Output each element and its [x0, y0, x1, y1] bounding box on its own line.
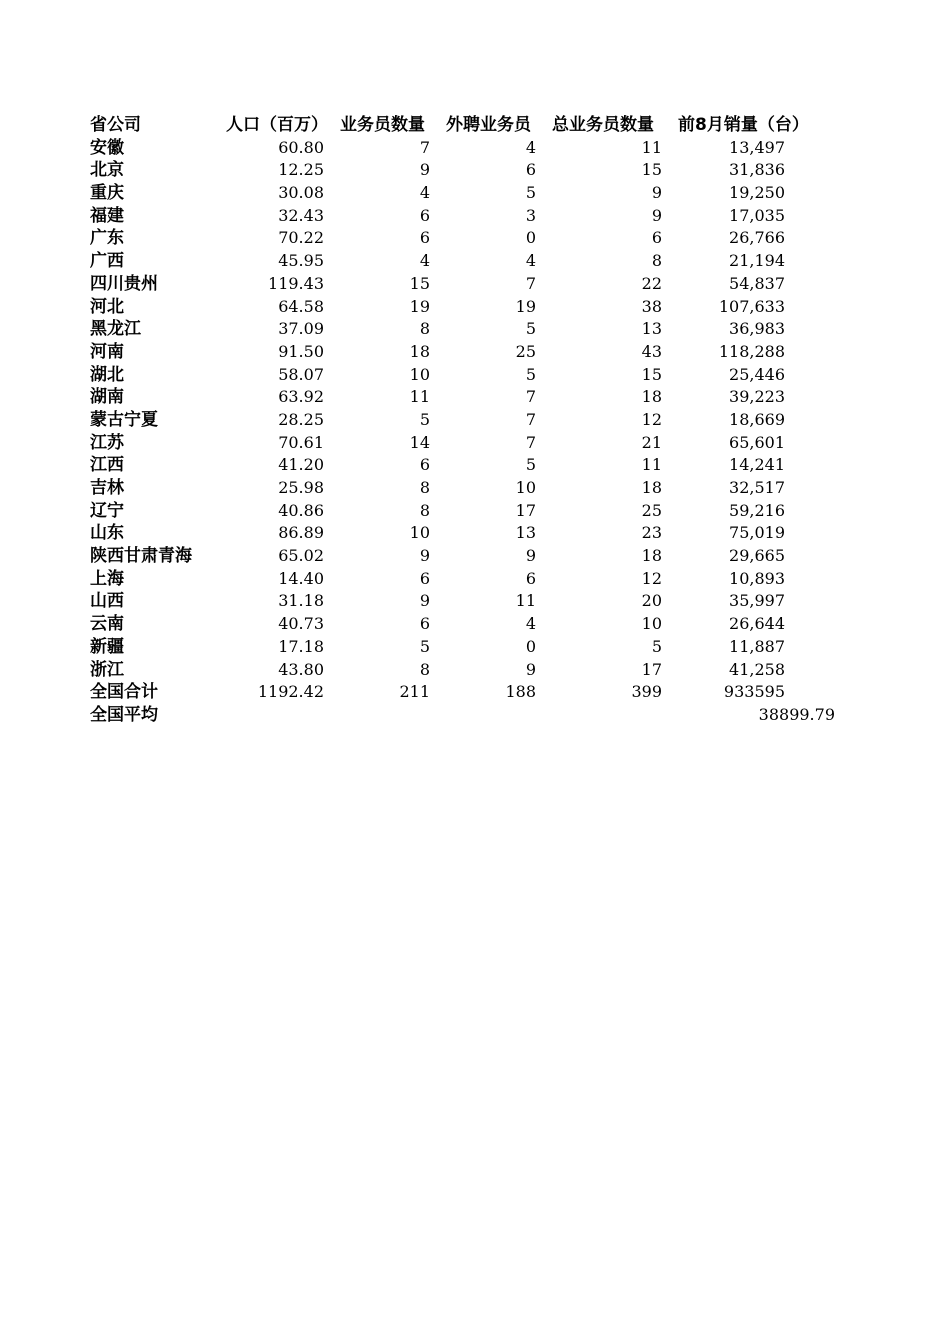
cell-staff: 6	[419, 614, 430, 634]
table-row	[90, 341, 850, 364]
cell-total-staff: 15	[641, 364, 662, 384]
table-row	[90, 545, 850, 568]
cell-population: 45.95	[278, 251, 324, 271]
cell-province: 湖北	[90, 364, 124, 385]
cell-province: 吉林	[90, 478, 124, 498]
table-row	[90, 137, 850, 160]
header-staff: 业务员数量	[340, 115, 425, 135]
cell-sales: 11,887	[729, 636, 785, 656]
total-external: 188	[505, 682, 536, 702]
total-label: 全国合计	[90, 682, 158, 703]
table-row	[90, 318, 850, 341]
average-sales: 38899.79	[758, 704, 835, 724]
table-row	[90, 613, 850, 636]
table-row	[90, 273, 850, 296]
cell-staff: 10	[409, 523, 430, 543]
cell-staff: 8	[419, 478, 430, 497]
table-row	[90, 568, 850, 591]
cell-staff: 6	[419, 205, 430, 225]
cell-staff: 6	[419, 228, 430, 248]
cell-population: 70.22	[278, 228, 324, 248]
cell-external: 3	[525, 205, 536, 225]
cell-population: 41.20	[278, 455, 324, 475]
cell-population: 30.08	[278, 183, 324, 203]
cell-province: 浙江	[90, 659, 124, 680]
cell-province: 辽宁	[90, 500, 124, 521]
cell-external: 7	[525, 432, 536, 452]
table-row	[90, 500, 850, 523]
table-row	[90, 432, 850, 455]
cell-staff: 4	[419, 251, 430, 271]
average-row	[90, 704, 850, 727]
cell-total-staff: 11	[641, 137, 662, 157]
cell-staff: 18	[409, 341, 430, 361]
table-row	[90, 477, 850, 500]
cell-total-staff: 15	[641, 160, 662, 180]
header-external-staff: 外聘业务员	[446, 115, 531, 135]
table-row	[90, 409, 850, 432]
cell-province: 安徽	[90, 137, 124, 158]
cell-population: 91.50	[278, 341, 324, 361]
table-row	[90, 454, 850, 477]
cell-sales: 75,019	[729, 523, 785, 543]
cell-staff: 5	[419, 409, 430, 429]
cell-external: 5	[525, 183, 536, 203]
cell-staff: 8	[419, 659, 430, 679]
table-row	[90, 205, 850, 228]
cell-province: 北京	[90, 160, 124, 181]
table-row	[90, 182, 850, 205]
cell-province: 陕西甘肃青海	[90, 546, 192, 567]
cell-population: 64.58	[278, 296, 324, 316]
cell-population: 43.80	[278, 659, 324, 679]
cell-total-staff: 12	[641, 568, 662, 588]
total-total-staff: 399	[631, 682, 662, 702]
cell-sales: 107,633	[718, 296, 785, 316]
cell-staff: 9	[419, 591, 430, 611]
cell-population: 14.40	[278, 568, 324, 588]
cell-total-staff: 9	[651, 183, 662, 203]
cell-external: 25	[515, 341, 536, 361]
cell-sales: 21,194	[729, 251, 785, 271]
header-sales: 前8月销量（台）	[678, 115, 809, 135]
cell-external: 0	[525, 228, 536, 248]
average-label: 全国平均	[90, 704, 158, 725]
cell-staff: 6	[419, 455, 430, 475]
cell-staff: 7	[419, 137, 430, 157]
cell-external: 4	[525, 137, 536, 157]
cell-external: 4	[525, 614, 536, 634]
cell-staff: 4	[419, 183, 430, 203]
cell-population: 25.98	[278, 478, 324, 497]
cell-total-staff: 20	[641, 591, 662, 611]
cell-province: 上海	[90, 568, 124, 589]
cell-province: 河南	[90, 341, 124, 362]
cell-external: 0	[525, 636, 536, 656]
table-row	[90, 659, 850, 682]
cell-external: 11	[515, 591, 536, 611]
cell-sales: 26,644	[729, 614, 785, 634]
total-population: 1192.42	[257, 682, 324, 702]
cell-total-staff: 8	[651, 251, 662, 271]
cell-sales: 35,997	[729, 591, 785, 611]
total-row	[90, 681, 850, 704]
cell-staff: 5	[419, 636, 430, 656]
cell-sales: 59,216	[729, 500, 785, 520]
cell-external: 6	[525, 160, 536, 180]
cell-province: 湖南	[90, 387, 124, 408]
header-population: 人口（百万）	[226, 115, 328, 135]
cell-province: 广东	[90, 228, 124, 249]
cell-population: 37.09	[278, 319, 324, 339]
cell-province: 江苏	[90, 432, 124, 453]
table-row	[90, 386, 850, 409]
cell-external: 13	[515, 523, 536, 543]
cell-total-staff: 6	[651, 228, 662, 248]
cell-sales: 13,497	[729, 137, 785, 157]
table-row	[90, 227, 850, 250]
cell-total-staff: 18	[641, 478, 662, 497]
cell-total-staff: 5	[651, 636, 662, 656]
table-row	[90, 296, 850, 319]
cell-external: 7	[525, 273, 536, 293]
cell-external: 5	[525, 364, 536, 384]
cell-sales: 17,035	[729, 205, 785, 225]
cell-staff: 9	[419, 546, 430, 566]
cell-total-staff: 25	[641, 500, 662, 520]
cell-staff: 11	[409, 387, 430, 407]
cell-population: 60.80	[278, 137, 324, 157]
cell-population: 17.18	[278, 636, 324, 656]
cell-sales: 19,250	[729, 183, 785, 203]
cell-province: 广西	[90, 251, 124, 272]
cell-staff: 6	[419, 568, 430, 588]
cell-province: 黑龙江	[90, 319, 141, 340]
cell-staff: 15	[409, 273, 430, 293]
header-row	[90, 114, 850, 137]
cell-sales: 31,836	[729, 160, 785, 180]
cell-sales: 26,766	[729, 228, 785, 248]
cell-total-staff: 38	[641, 296, 662, 316]
cell-sales: 14,241	[729, 455, 785, 475]
cell-population: 58.07	[278, 364, 324, 384]
cell-total-staff: 43	[641, 341, 662, 361]
table-row	[90, 522, 850, 545]
cell-external: 17	[515, 500, 536, 520]
cell-total-staff: 18	[641, 546, 662, 566]
cell-province: 四川贵州	[90, 273, 158, 294]
cell-external: 7	[525, 387, 536, 407]
cell-population: 40.73	[278, 614, 324, 634]
cell-staff: 19	[409, 296, 430, 316]
cell-external: 9	[525, 546, 536, 566]
cell-province: 蒙古宁夏	[90, 409, 158, 430]
cell-sales: 18,669	[729, 409, 785, 429]
cell-total-staff: 9	[651, 205, 662, 225]
cell-population: 32.43	[278, 205, 324, 225]
cell-total-staff: 17	[641, 659, 662, 679]
spreadsheet	[90, 114, 850, 727]
table-row	[90, 590, 850, 613]
cell-sales: 32,517	[729, 478, 785, 497]
table-row	[90, 636, 850, 659]
cell-total-staff: 21	[641, 432, 662, 452]
total-sales: 933595	[723, 682, 785, 702]
cell-province: 河北	[90, 296, 124, 317]
cell-population: 40.86	[278, 500, 324, 520]
cell-staff: 9	[419, 160, 430, 180]
table-row	[90, 159, 850, 182]
total-staff: 211	[399, 682, 430, 702]
header-province: 省公司	[90, 115, 141, 135]
cell-population: 63.92	[278, 387, 324, 407]
cell-external: 9	[525, 659, 536, 679]
cell-total-staff: 12	[641, 409, 662, 429]
cell-sales: 41,258	[729, 659, 785, 679]
cell-province: 云南	[90, 614, 124, 635]
cell-external: 10	[515, 478, 536, 497]
cell-sales: 54,837	[729, 273, 785, 293]
cell-staff: 8	[419, 500, 430, 520]
cell-sales: 10,893	[729, 568, 785, 588]
cell-sales: 25,446	[729, 364, 785, 384]
cell-province: 新疆	[90, 636, 124, 657]
cell-external: 6	[525, 568, 536, 588]
cell-sales: 39,223	[729, 387, 785, 407]
cell-population: 31.18	[278, 591, 324, 611]
cell-population: 65.02	[278, 546, 324, 566]
table-row	[90, 250, 850, 273]
cell-total-staff: 10	[641, 614, 662, 634]
cell-population: 119.43	[268, 273, 324, 293]
cell-staff: 14	[409, 432, 430, 452]
cell-total-staff: 22	[641, 273, 662, 293]
cell-population: 86.89	[278, 523, 324, 543]
cell-external: 19	[515, 296, 536, 316]
cell-province: 山西	[90, 591, 124, 612]
cell-sales: 36,983	[729, 319, 785, 339]
cell-total-staff: 23	[641, 523, 662, 543]
cell-total-staff: 18	[641, 387, 662, 407]
cell-sales: 65,601	[729, 432, 785, 452]
cell-external: 5	[525, 319, 536, 339]
cell-sales: 29,665	[729, 546, 785, 566]
cell-total-staff: 13	[641, 319, 662, 339]
cell-total-staff: 11	[641, 455, 662, 475]
cell-province: 江西	[90, 455, 124, 476]
cell-population: 12.25	[278, 160, 324, 180]
cell-staff: 8	[419, 319, 430, 339]
header-total-staff: 总业务员数量	[552, 115, 654, 135]
cell-province: 山东	[90, 523, 124, 544]
cell-population: 70.61	[278, 432, 324, 452]
cell-province: 重庆	[90, 183, 124, 204]
cell-external: 7	[525, 409, 536, 429]
cell-population: 28.25	[278, 409, 324, 429]
cell-staff: 10	[409, 364, 430, 384]
cell-sales: 118,288	[718, 341, 785, 361]
table-row	[90, 364, 850, 387]
cell-province: 福建	[90, 205, 124, 226]
cell-external: 5	[525, 455, 536, 475]
cell-external: 4	[525, 251, 536, 271]
